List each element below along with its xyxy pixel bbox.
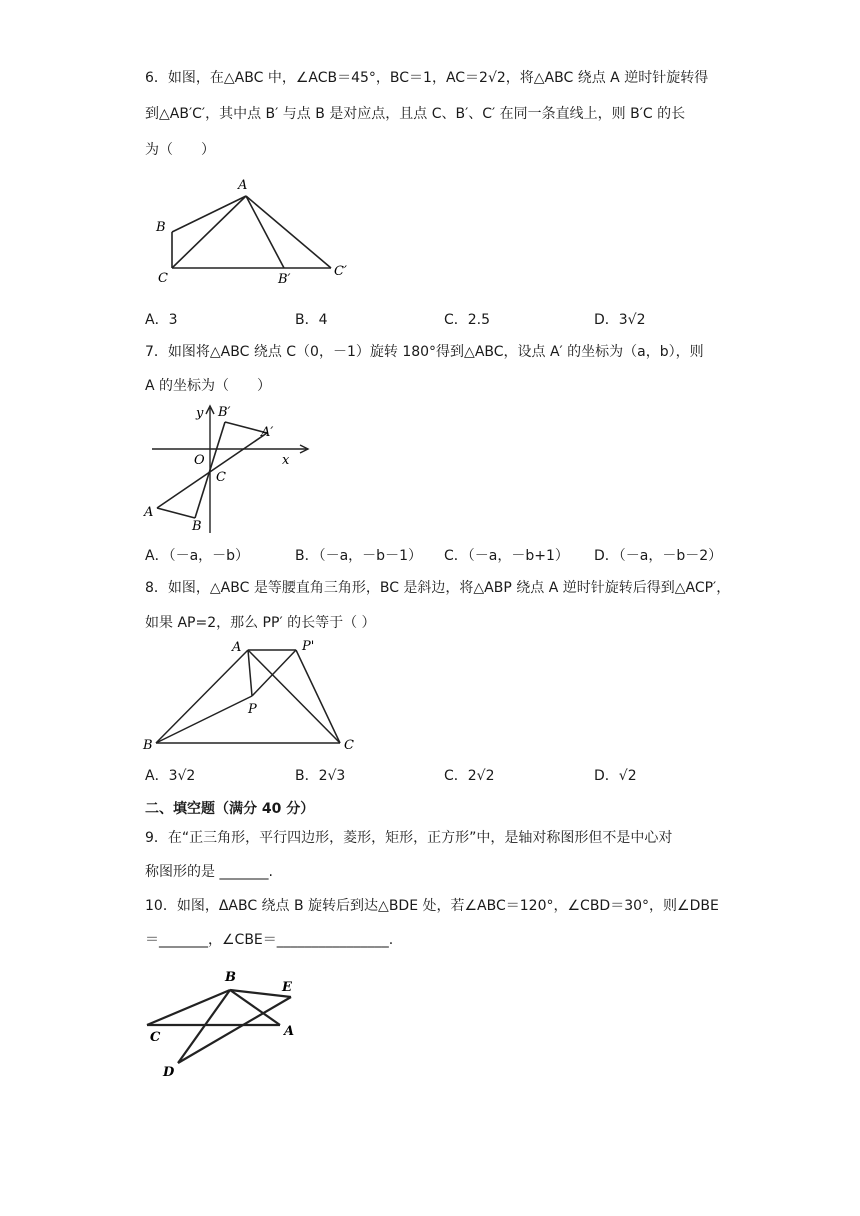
q7-label-c: C: [216, 470, 226, 485]
q6-line-3: 为（ ）: [145, 142, 215, 158]
q8-label-b: B: [143, 738, 153, 753]
q8-figure: [140, 638, 365, 753]
q8-option-d: D．√2: [594, 768, 637, 784]
q8-line-1: 8．如图，△ABC 是等腰直角三角形，BC 是斜边，将△ABP 绕点 A 逆时针旋转后得到△ACP′，: [145, 580, 731, 596]
q10-label-d: D: [163, 1065, 175, 1080]
q7-line-2: A 的坐标为（ ）: [145, 378, 272, 394]
q8-line-2: 如果 AP=2，那么 PP′ 的长等于（ ）: [145, 615, 376, 631]
q6-option-d: D．3√2: [594, 312, 646, 328]
q6-line-1: 6．如图，在△ABC 中，∠ACB＝45°，BC＝1，AC＝2√2，将△ABC 绕点 A 逆时针旋转得: [145, 70, 709, 86]
q7-option-a: A．（－a，－b）: [145, 548, 250, 564]
q6-label-b-prime: B′: [278, 272, 291, 287]
q8-label-p: P: [248, 702, 257, 717]
q8-option-c: C．2√2: [444, 768, 495, 784]
q7-axis-y: y: [196, 406, 204, 421]
q7-label-b-prime: B′: [218, 405, 231, 420]
q9-line-1: 9．在“正三角形，平行四边形，菱形，矩形，正方形”中，是轴对称图形但不是中心对: [145, 830, 673, 846]
q8-label-c: C: [344, 738, 354, 753]
q6-label-c: C: [158, 271, 168, 286]
q7-option-b: B．（－a，－b－1）: [295, 548, 422, 564]
q7-option-d: D．（－a，－b－2）: [594, 548, 723, 564]
q6-option-b: B．4: [295, 312, 328, 328]
q10-line-1: 10．如图，ΔABC 绕点 B 旋转后到达△BDE 处，若∠ABC＝120°，∠CBD＝30°，则∠DBE: [145, 898, 719, 914]
q7-option-c: C．（－a，－b+1）: [444, 548, 569, 564]
q10-label-a: A: [284, 1024, 295, 1039]
q7-label-b: B: [192, 519, 202, 534]
q10-label-b: B: [225, 970, 236, 985]
q10-label-c: C: [150, 1030, 161, 1045]
q10-figure: [140, 964, 310, 1084]
q6-label-b: B: [156, 220, 166, 235]
q7-label-a-prime: A′: [261, 425, 274, 440]
q6-figure: [150, 175, 360, 290]
q6-line-2: 到△AB′C′，其中点 B′ 与点 B 是对应点，且点 C、B′、C′ 在同一条直线上，则 B′C 的长: [145, 106, 686, 122]
q6-label-a: A: [238, 178, 248, 193]
section-title-fill-in: 二、填空题（满分 40 分）: [145, 801, 315, 817]
q8-label-a: A: [232, 640, 242, 655]
q8-label-p-prime: P': [302, 639, 315, 654]
q7-figure: [140, 400, 310, 535]
q7-label-o: O: [194, 453, 205, 468]
q7-axis-x: x: [282, 453, 290, 468]
q8-option-b: B．2√3: [295, 768, 346, 784]
q7-label-a: A: [144, 505, 154, 520]
q8-option-a: A．3√2: [145, 768, 196, 784]
q9-line-2: 称图形的是 _______.: [145, 864, 273, 880]
q6-option-c: C．2.5: [444, 312, 491, 328]
q6-label-c-prime: C′: [334, 264, 347, 279]
q10-line-2: ＝_______，∠CBE＝________________.: [145, 932, 394, 948]
q6-option-a: A．3: [145, 312, 178, 328]
q10-label-e: E: [282, 980, 292, 995]
q7-line-1: 7．如图将△ABC 绕点 C（0，－1）旋转 180°得到△ABC，设点 A′ 的坐标为（a，b），则: [145, 344, 704, 360]
